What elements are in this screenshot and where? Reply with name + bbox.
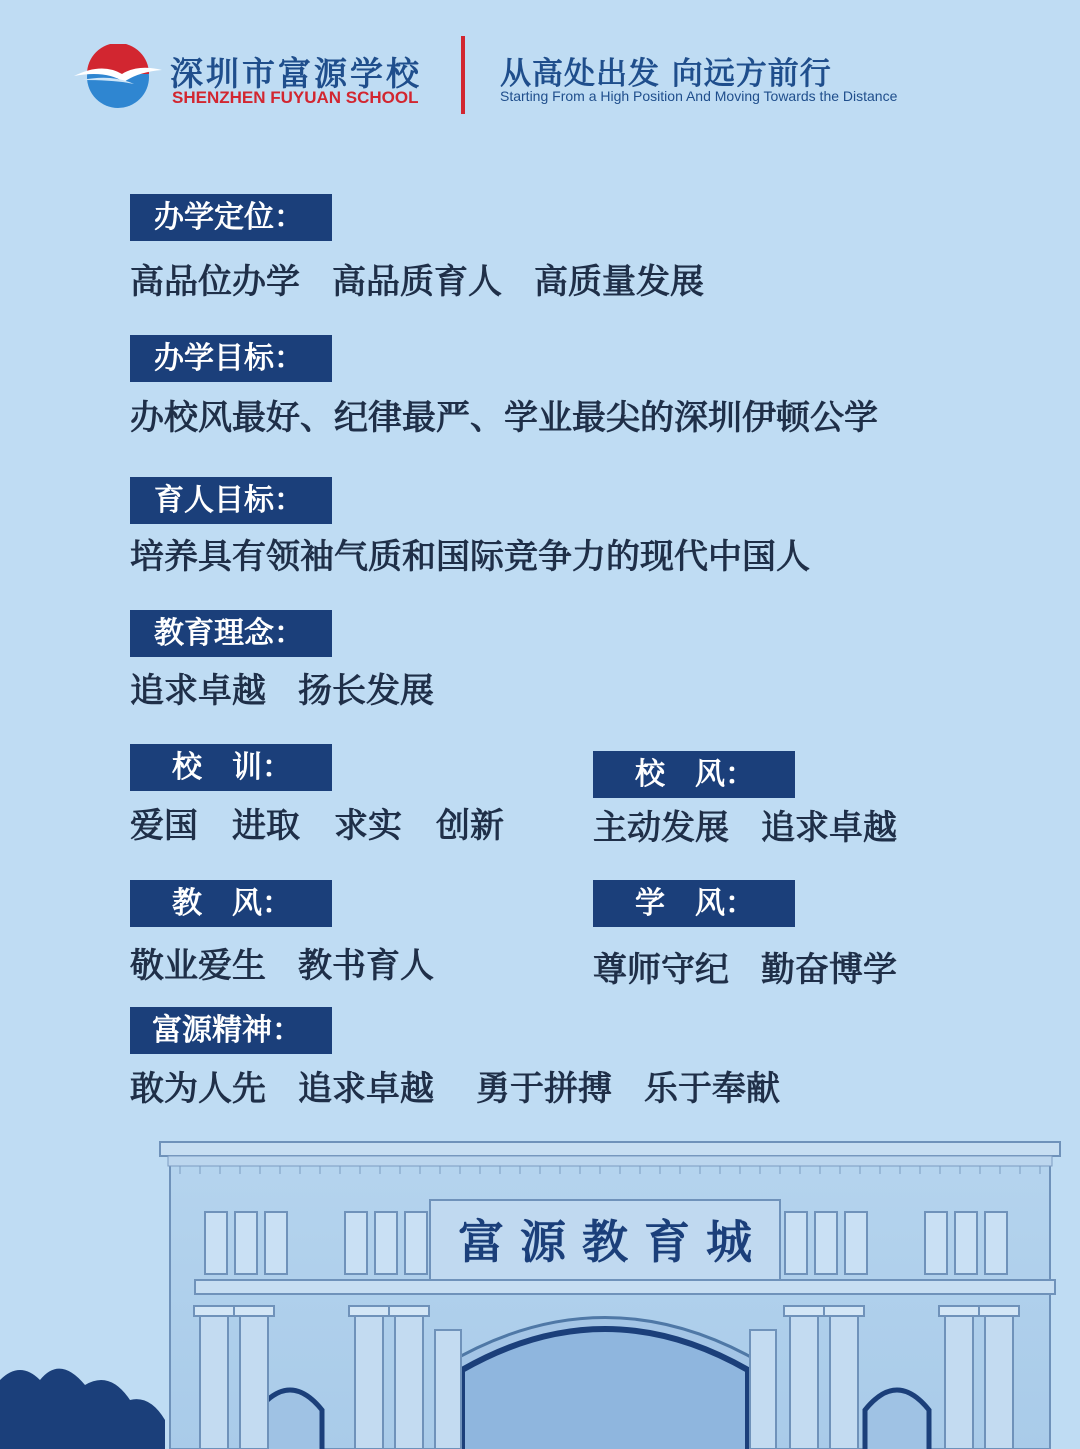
motto-label: 校 训： (130, 744, 332, 791)
teaching-style-item: 教书育人 (298, 946, 434, 986)
school-name-cn: 深圳市富源学校 (170, 54, 422, 93)
school-spirit-label: 校 风： (593, 751, 795, 798)
positioning-item: 高品质育人 (332, 262, 502, 302)
motto-en: Starting From a High Position And Moving Towards the Distance (500, 88, 898, 104)
motto-item: 爱国 (130, 806, 198, 846)
school-spirit-item: 主动发展 (593, 808, 729, 848)
fuyuan-spirit-item: 追求卓越 (298, 1069, 434, 1109)
goal-text: 办校风最好、纪律最严、学业最尖的深圳伊顿公学 (130, 398, 878, 438)
study-style-item: 勤奋博学 (761, 950, 897, 990)
study-style-label: 学 风： (593, 880, 795, 927)
positioning-item: 高质量发展 (534, 262, 704, 302)
school-name-en: SHENZHEN FUYUAN SCHOOL (172, 88, 419, 107)
goal-label: 办学目标： (130, 335, 332, 382)
fuyuan-spirit-label: 富源精神： (130, 1007, 332, 1054)
motto-line (130, 806, 504, 846)
fuyuan-spirit-item: 敢为人先 (130, 1069, 266, 1109)
education-goal-text: 培养具有领袖气质和国际竞争力的现代中国人 (130, 537, 810, 577)
teaching-style-line (130, 946, 434, 986)
education-goal-label: 育人目标： (130, 477, 332, 524)
study-style-item: 尊师守纪 (593, 950, 729, 990)
teaching-style-item: 敬业爱生 (130, 946, 266, 986)
philosophy-label: 教育理念： (130, 610, 332, 657)
teaching-style-label: 教 风： (130, 880, 332, 927)
fuyuan-spirit-item: 勇于拼搏 (476, 1069, 612, 1109)
positioning-label: 办学定位： (130, 194, 332, 241)
header-divider (461, 36, 465, 114)
school-gate-illustration (0, 1130, 1080, 1449)
philosophy-item: 追求卓越 (130, 671, 266, 711)
motto-item: 进取 (232, 806, 300, 846)
philosophy-item: 扬长发展 (298, 671, 434, 711)
school-logo-icon (72, 44, 164, 110)
school-spirit-item: 追求卓越 (761, 808, 897, 848)
fuyuan-spirit-line (130, 1069, 780, 1109)
positioning-item: 高品位办学 (130, 262, 300, 302)
philosophy-line (130, 671, 434, 711)
school-spirit-line (593, 808, 897, 848)
gate-inscription: 富 源 教 育 城 (457, 1215, 753, 1269)
motto-item: 求实 (334, 806, 402, 846)
motto-item: 创新 (436, 806, 504, 846)
motto-cn: 从高处出发 向远方前行 (500, 56, 832, 92)
study-style-line (593, 950, 897, 990)
fuyuan-spirit-item: 乐于奉献 (644, 1069, 780, 1109)
positioning-line (130, 262, 704, 302)
